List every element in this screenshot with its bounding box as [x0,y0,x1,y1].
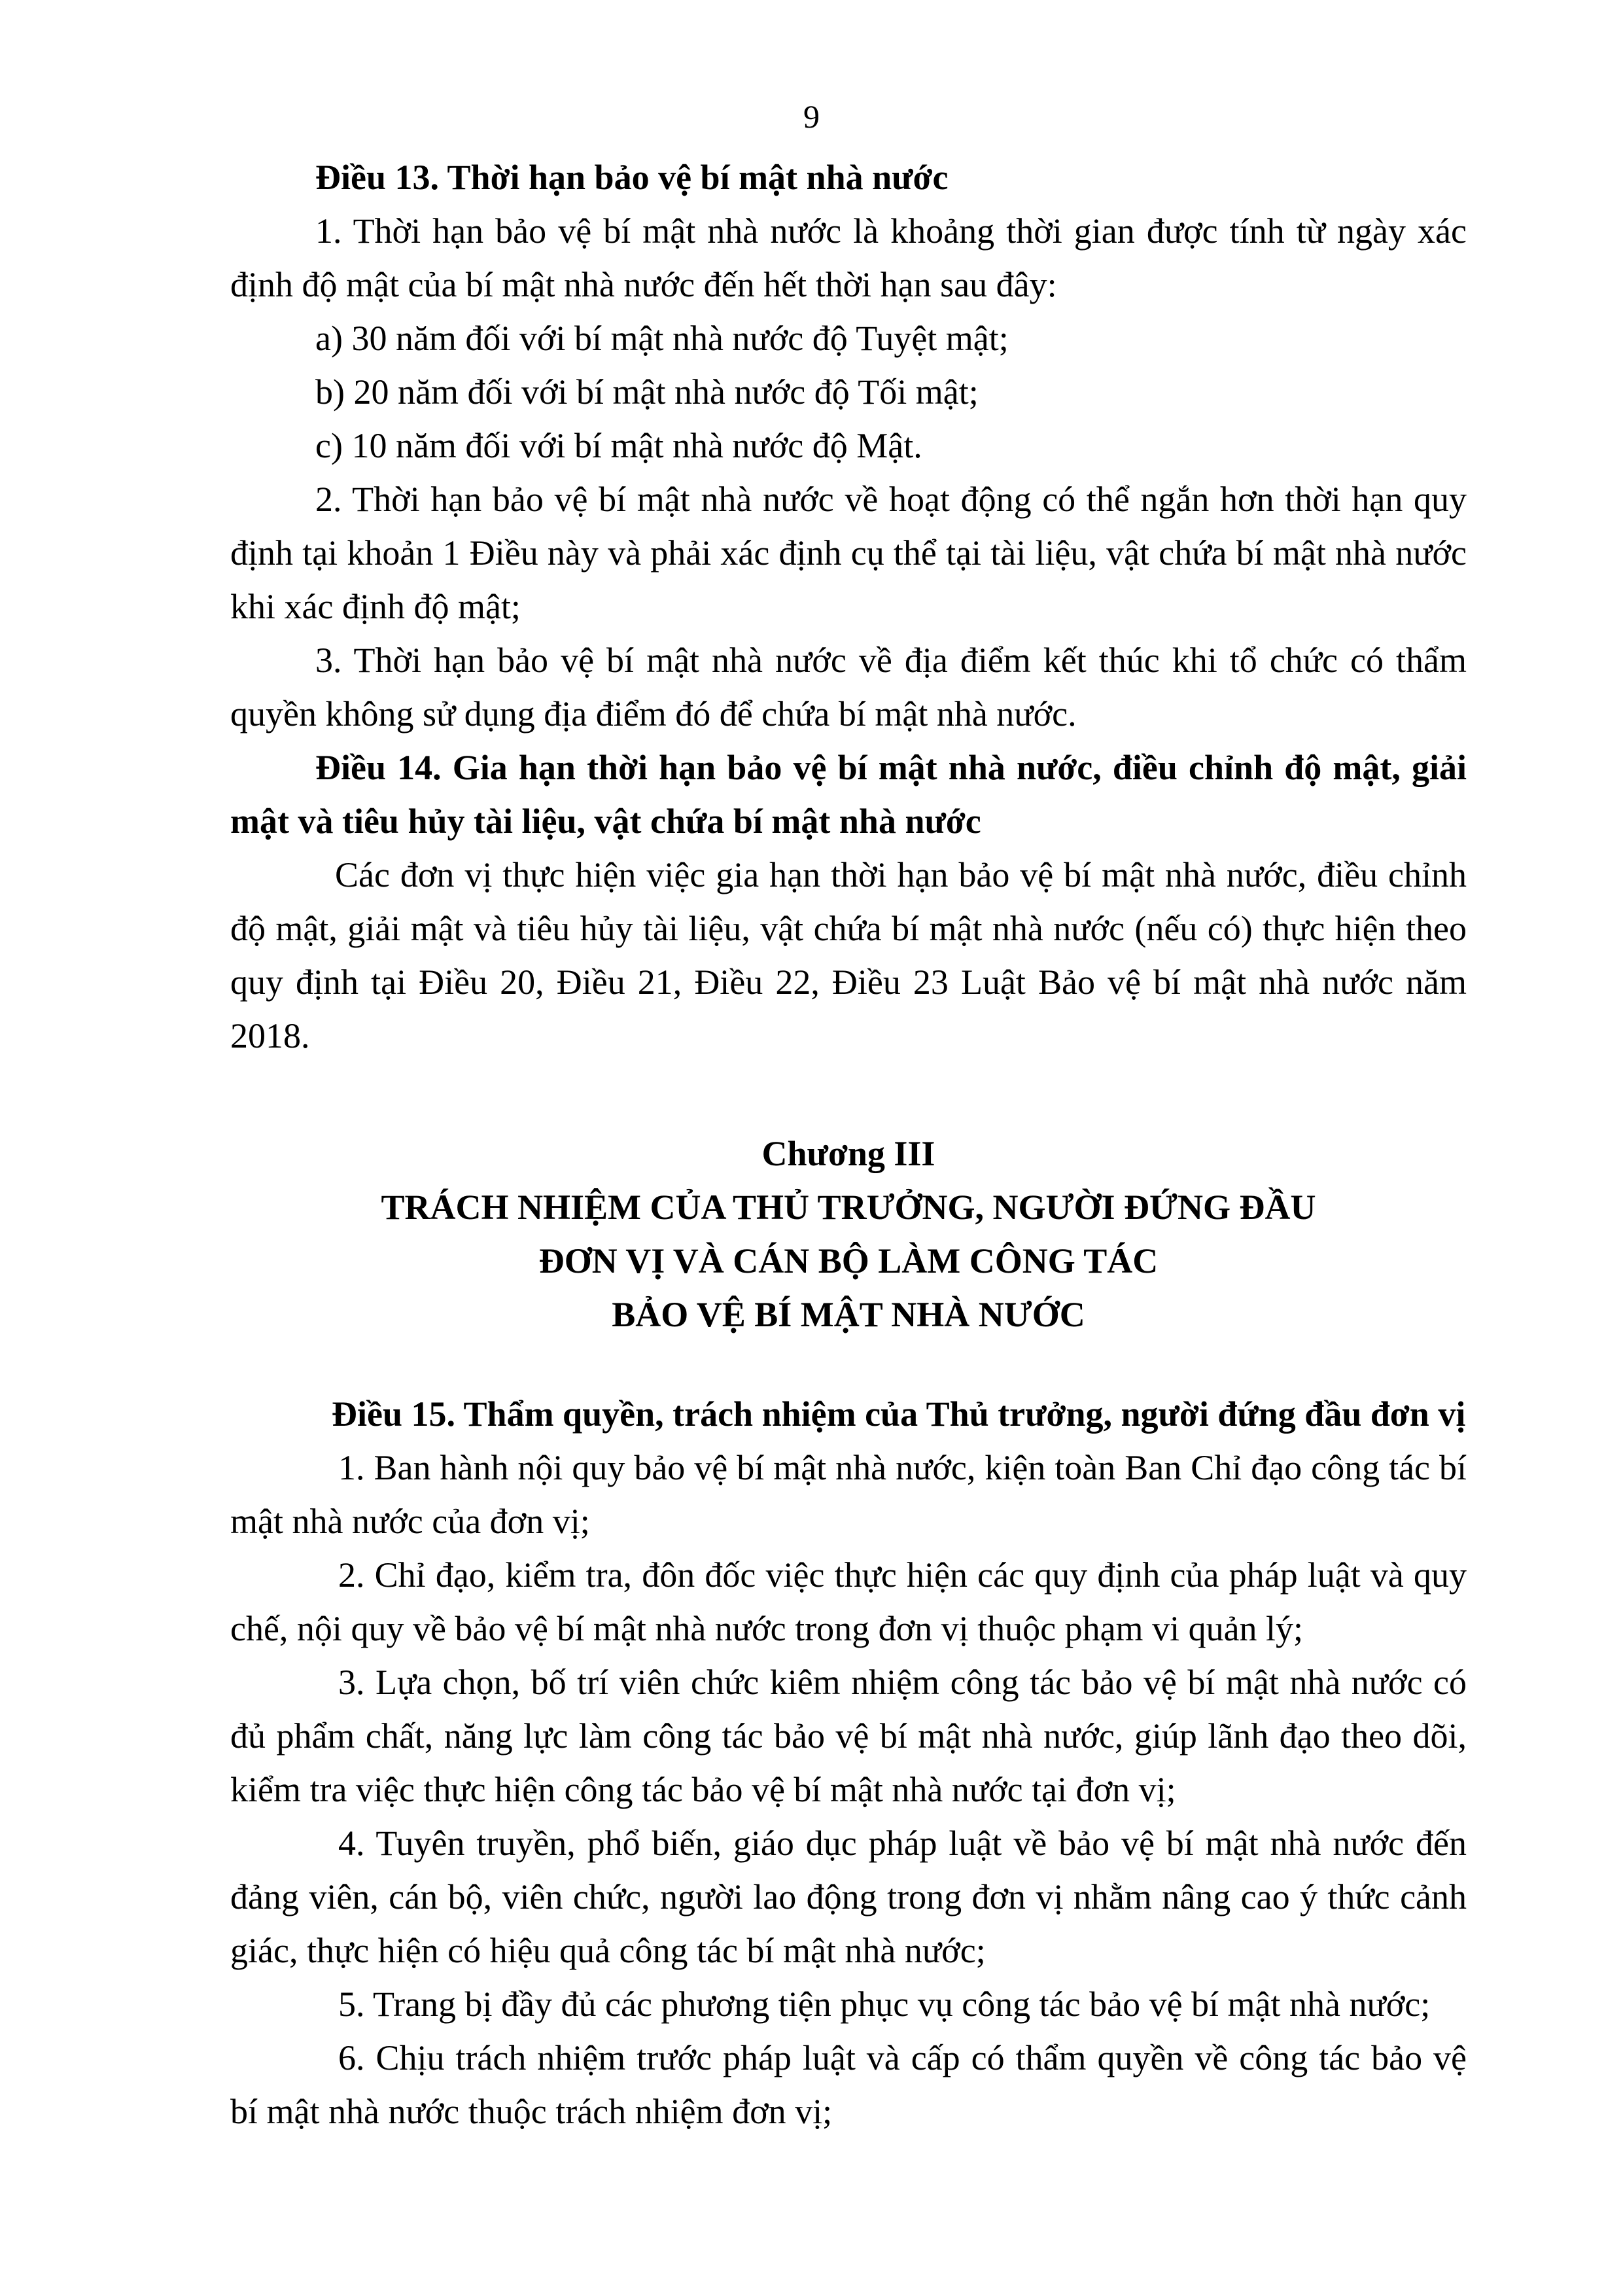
article-15-clause-5: 5. Trang bị đầy đủ các phương tiện phục vụ công tác bảo vệ bí mật nhà nước; [338,1985,1431,2024]
article-15-clause-6: 6. Chịu trách nhiệm trước pháp luật và cấp có thẩm quyền về công tác bảo vệ bí mật nhà nước thuộc trách nhiệm đơn vị; [230,2038,1467,2131]
article-15-clause-2: 2. Chỉ đạo, kiểm tra, đôn đốc việc thực hiện các quy định của pháp luật và quy chế, nội quy về bảo vệ bí mật nhà nước trong đơn vị thuộc phạm vi quản lý; [230,1555,1467,1648]
article-14-paragraph: Các đơn vị thực hiện việc gia hạn thời hạn bảo vệ bí mật nhà nước, điều chỉnh độ mật, giải mật và tiêu hủy tài liệu, vật chứa bí mật nhà nước (nếu có) thực hiện theo quy định tại Điều 20, Điều 21, Điều 22, Điều 23 Luật Bảo vệ bí mật nhà nước năm 2018. [230,855,1467,1055]
chapter-title-line-2: ĐƠN VỊ VÀ CÁN BỘ LÀM CÔNG TÁC [538,1241,1159,1280]
article-15-clause-1: 1. Ban hành nội quy bảo vệ bí mật nhà nước, kiện toàn Ban Chỉ đạo công tác bí mật nhà nước của đơn vị; [230,1448,1467,1541]
page-number: 9 [803,98,820,135]
article-15-clause-3: 3. Lựa chọn, bố trí viên chức kiêm nhiệm công tác bảo vệ bí mật nhà nước có đủ phẩm chất, năng lực làm công tác bảo vệ bí mật nhà nước, giúp lãnh đạo theo dõi, kiểm tra việc thực hiện công tác bảo vệ bí mật nhà nước tại đơn vị; [230,1663,1467,1809]
article-14-heading: Điều 14. Gia hạn thời hạn bảo vệ bí mật nhà nước, điều chỉnh độ mật, giải mật và tiêu hủy tài liệu, vật chứa bí mật nhà nước [230,748,1467,841]
chapter-heading [230,1127,1467,1341]
article-13-item-b: b) 20 năm đối với bí mật nhà nước độ Tối mật; [315,372,979,412]
article-15-heading: Điều 15. Thẩm quyền, trách nhiệm của Thủ trưởng, người đứng đầu đơn vị [332,1394,1466,1434]
article-13-clause-1: 1. Thời hạn bảo vệ bí mật nhà nước là khoảng thời gian được tính từ ngày xác định độ mật của bí mật nhà nước đến hết thời hạn sau đây: [230,211,1467,304]
article-13-clause-3: 3. Thời hạn bảo vệ bí mật nhà nước về địa điểm kết thúc khi tổ chức có thẩm quyền không sử dụng địa điểm đó để chứa bí mật nhà nước. [230,641,1467,733]
chapter-label: Chương III [761,1134,935,1173]
article-14 [230,741,1467,1063]
article-13 [230,150,1467,741]
document-body [230,150,1467,2138]
article-15 [230,1387,1467,2138]
chapter-title-line-3: BẢO VỆ BÍ MẬT NHÀ NƯỚC [612,1295,1085,1334]
article-13-item-c: c) 10 năm đối với bí mật nhà nước độ Mật. [315,426,922,465]
article-13-heading: Điều 13. Thời hạn bảo vệ bí mật nhà nước [315,158,949,197]
article-15-clause-4: 4. Tuyên truyền, phổ biến, giáo dục pháp luật về bảo vệ bí mật nhà nước đến đảng viên, cán bộ, viên chức, người lao động trong đơn vị nhằm nâng cao ý thức cảnh giác, thực hiện có hiệu quả công tác bí mật nhà nước; [230,1824,1467,1970]
article-13-clause-2: 2. Thời hạn bảo vệ bí mật nhà nước về hoạt động có thể ngắn hơn thời hạn quy định tại khoản 1 Điều này và phải xác định cụ thể tại tài liệu, vật chứa bí mật nhà nước khi xác định độ mật; [230,480,1467,626]
chapter-title-line-1: TRÁCH NHIỆM CỦA THỦ TRƯỞNG, NGƯỜI ĐỨNG ĐẦU [381,1188,1316,1227]
article-13-item-a: a) 30 năm đối với bí mật nhà nước độ Tuyệt mật; [315,319,1009,358]
